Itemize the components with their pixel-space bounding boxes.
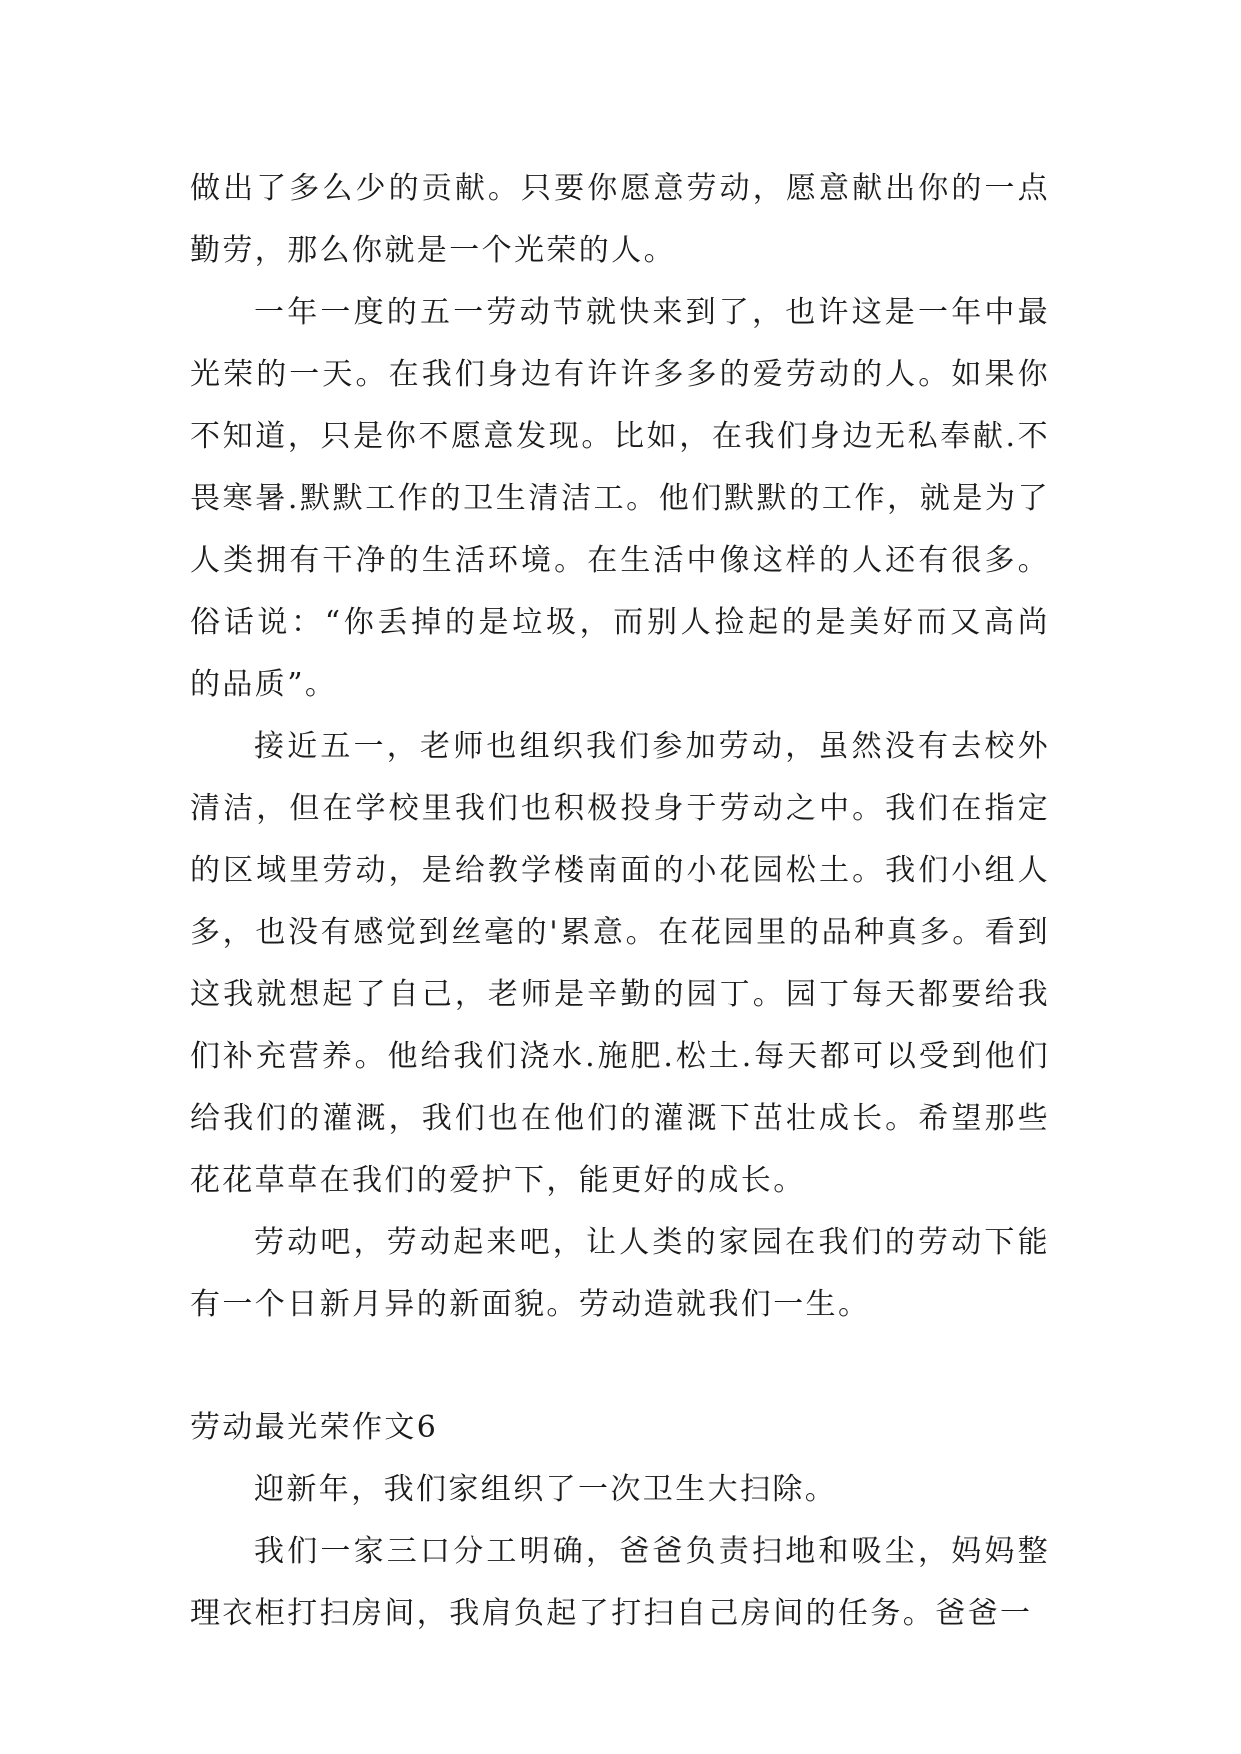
paragraph: 迎新年，我们家组织了一次卫生大扫除。 (254, 1472, 838, 1507)
section-heading: 劳动最光荣作文6 (190, 1410, 439, 1445)
paragraph: 接近五一，老师也组织我们参加劳动，虽然没有去校外清洁，但在学校里我们也积极投身于劳动之中。我们在指定的区域里劳动，是给教学楼南面的小花园松土。我们小组人多，也没有感觉到丝毫的'累意。在花园里的品种真多。看到这我就想起了自己，老师是辛勤的园丁。园丁每天都要给我们补充营养。他给我们浇水.施肥.松土.每天都可以受到他们给我们的灌溉，我们也在他们的灌溉下茁壮成长。希望那些花花草草在我们的爱护下，能更好的成长。 (190, 729, 1050, 1198)
paragraph: 做出了多么少的贡献。只要你愿意劳动，愿意献出你的一点勤劳，那么你就是一个光荣的人。 (190, 171, 1050, 268)
paragraph: 一年一度的五一劳动节就快来到了，也许这是一年中最光荣的一天。在我们身边有许许多多的爱劳动的人。如果你不知道，只是你不愿意发现。比如，在我们身边无私奉献.不畏寒暑.默默工作的卫生清洁工。他们默默的工作，就是为了人类拥有干净的生活环境。在生活中像这样的人还有很多。俗话说：“你丢掉的是垃圾，而别人捡起的是美好而又高尚的品质”。 (190, 295, 1050, 702)
paragraph: 我们一家三口分工明确，爸爸负责扫地和吸尘，妈妈整理衣柜打扫房间，我肩负起了打扫自己房间的任务。爸爸一 (190, 1534, 1050, 1631)
document-body (190, 158, 1050, 1645)
paragraph: 劳动吧，劳动起来吧，让人类的家园在我们的劳动下能有一个日新月异的新面貌。劳动造就我们一生。 (190, 1225, 1050, 1322)
